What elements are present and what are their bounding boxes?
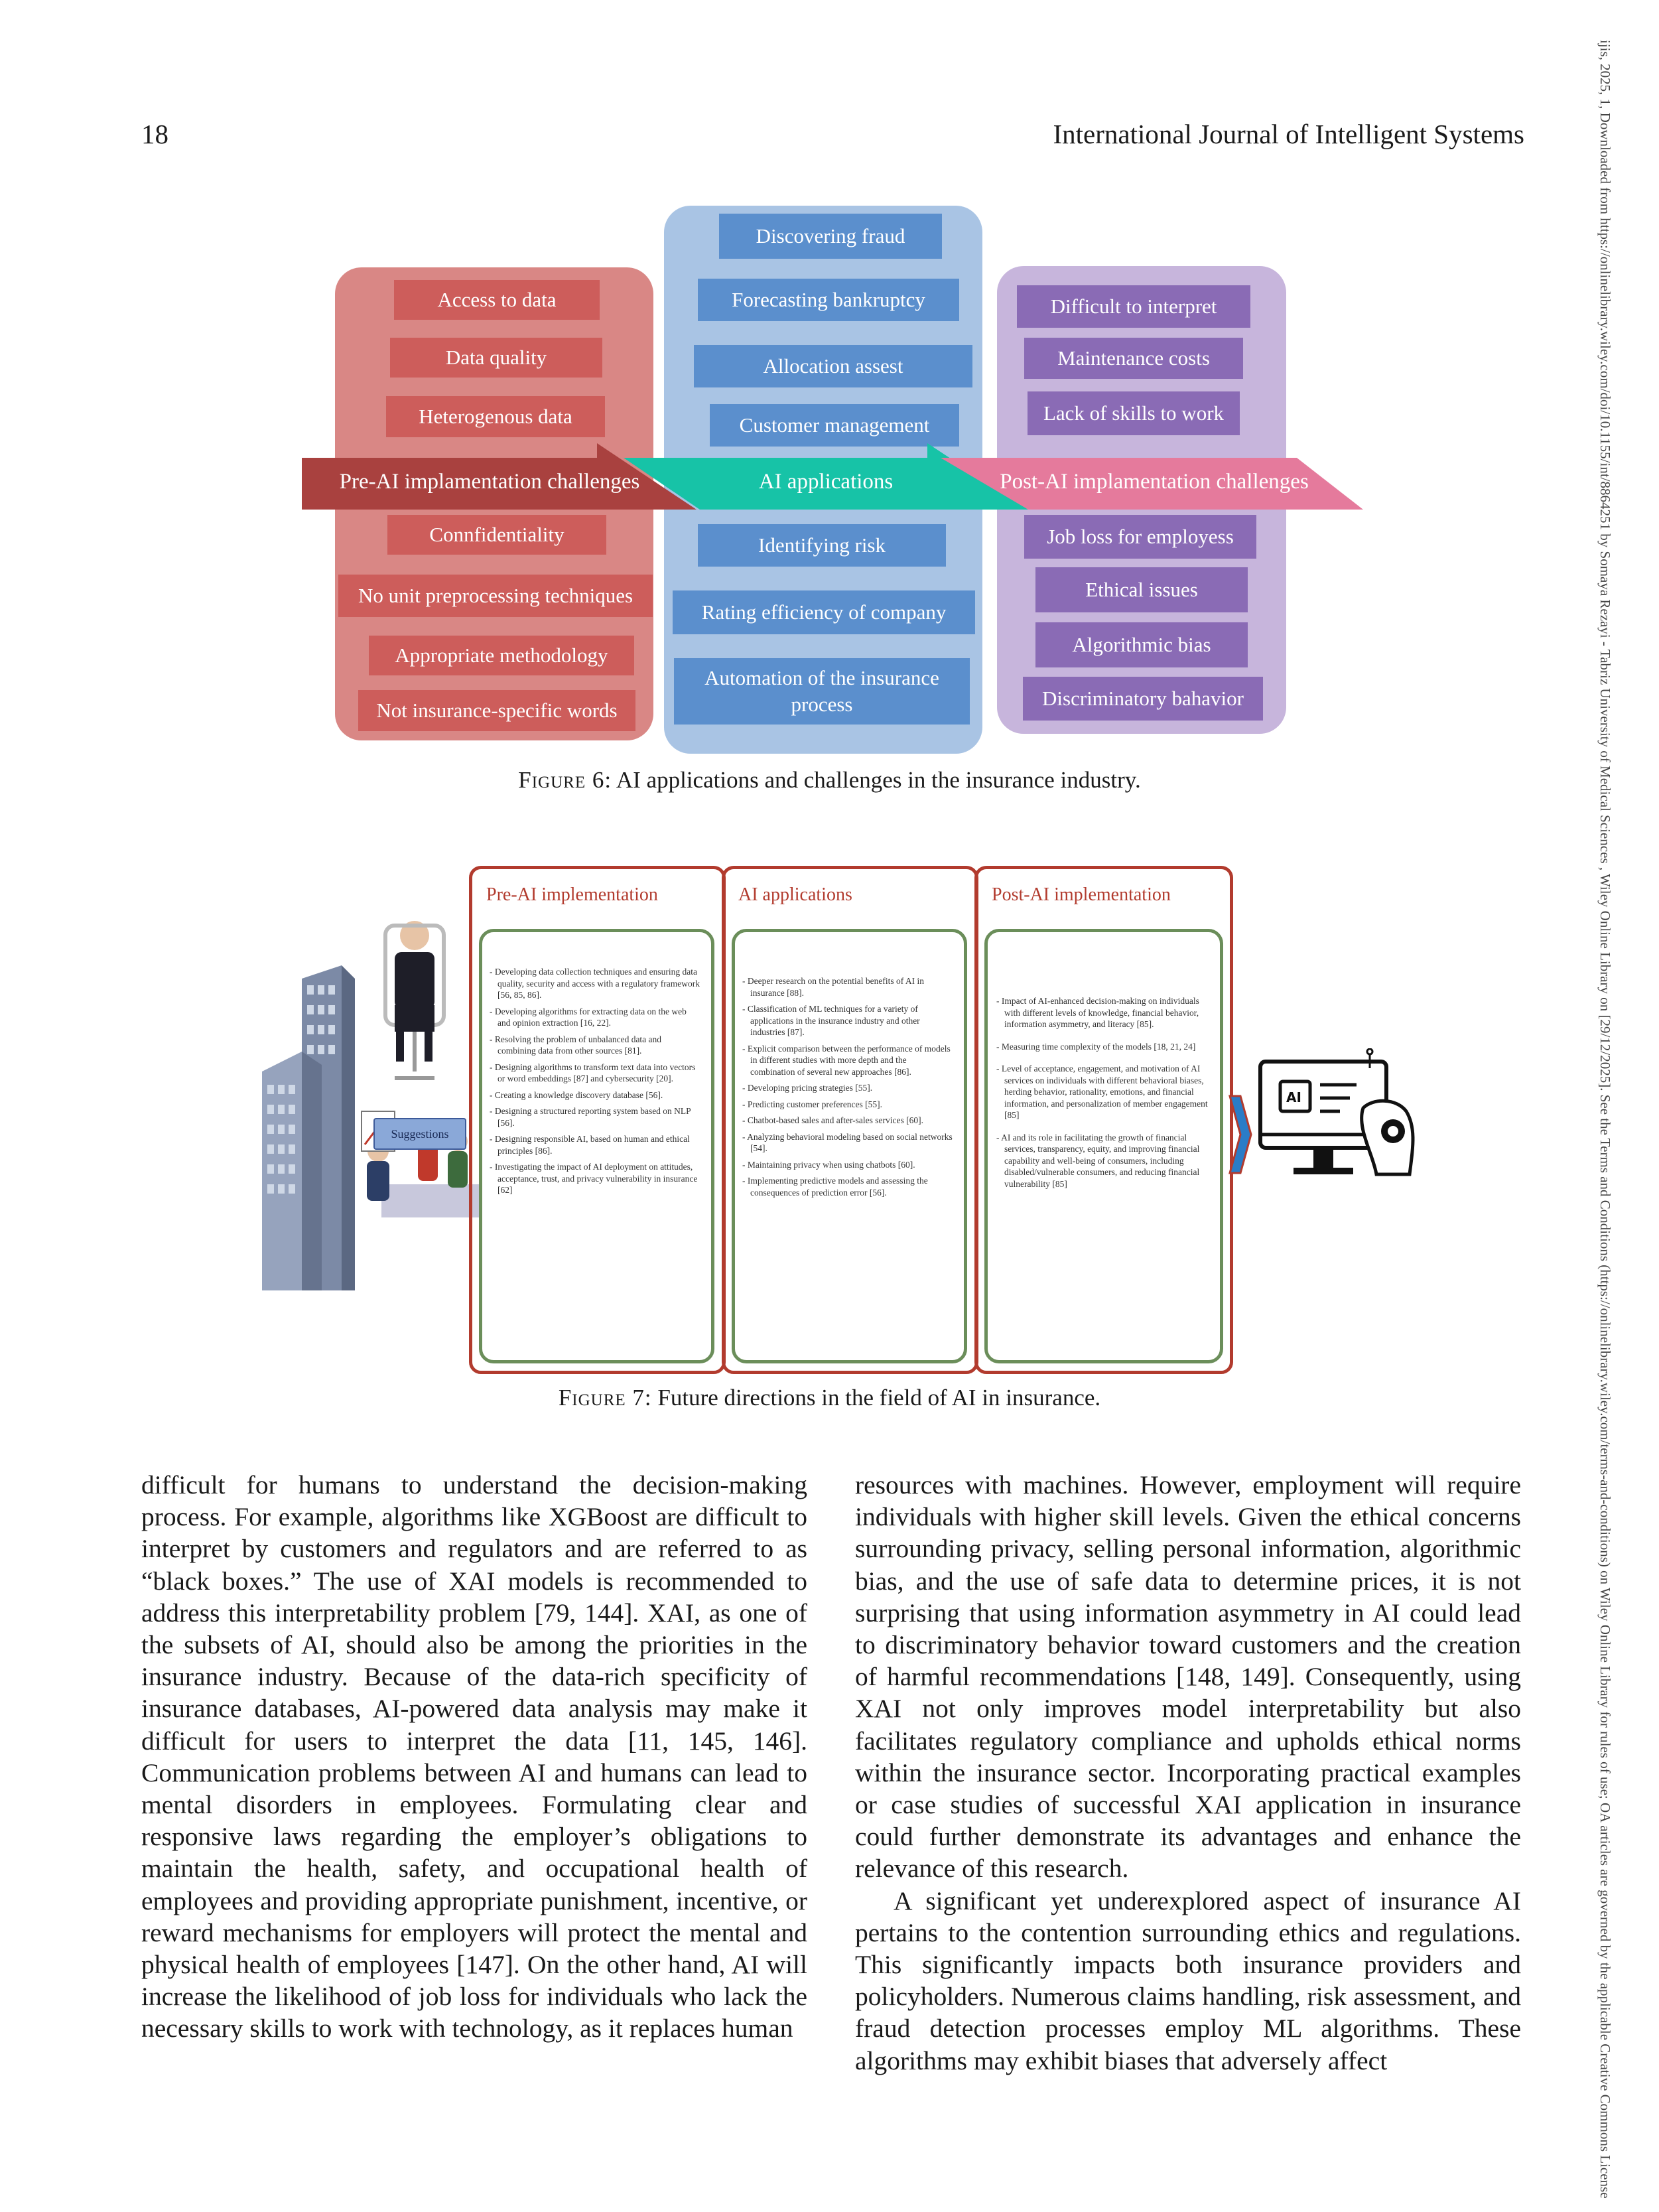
- list-item: - Predicting customer preferences [55].: [742, 1099, 883, 1109]
- page-number: 18: [141, 119, 168, 149]
- businessman-icon: [385, 921, 444, 1078]
- chevron-right-icon: [1228, 1095, 1252, 1174]
- pre-challenge-box: No unit preprocessing techniques: [338, 575, 653, 617]
- pre-challenge-box: Heterogenous data: [386, 396, 605, 437]
- post-ai-future-list: [996, 995, 1210, 1194]
- post-challenge-box: Lack of skills to work: [1028, 391, 1240, 435]
- post-ai-arrow-label: Post-AI implamentation challenges: [1000, 469, 1309, 494]
- body-left-column: [141, 1469, 807, 2045]
- pre-ai-arrow-label: Pre-AI implamentation challenges: [339, 469, 640, 494]
- post-challenge-box: Ethical issues: [1035, 567, 1248, 612]
- pre-ai-future-list: [490, 966, 700, 1201]
- list-item: - Designing algorithms to transform text data into vectors or word embeddings [87] and cybersecurity [20].: [490, 1062, 696, 1083]
- download-side-note: ijis, 2025, 1, Downloaded from https://onlinelibrary.wiley.com/doi/10.1155/int/8864251 by Somaya Rezayi - Tabriz University of Medical Sciences , Wiley Online Library on [29/12/2025]. See the Terms and Conditions (https://onlinelibrary.wiley.com/terms-and-conditions) on Wiley Online Library for rules of use; OA articles are governed by the applicable Creative Commons License: [1597, 40, 1613, 2199]
- list-item: - Deeper research on the potential benefits of AI in insurance [88].: [742, 976, 925, 998]
- pre-challenge-box: Data quality: [390, 338, 602, 378]
- figure-6-caption-text: AI applications and challenges in the insurance industry.: [612, 767, 1141, 793]
- ai-applications-future-title: AI applications: [738, 884, 852, 905]
- list-item: - Chatbot-based sales and after-sales services [60].: [742, 1115, 923, 1125]
- pre-ai-future-title: Pre-AI implementation: [486, 884, 658, 905]
- pre-challenge-box: Connfidentiality: [387, 515, 606, 555]
- list-item: - Explicit comparison between the performance of models in different studies with more depth and the combination of several new approaches [86].: [742, 1043, 951, 1077]
- business-illustration: [255, 912, 494, 1297]
- list-item: - Resolving the problem of unbalanced data and combining data from other sources [81].: [490, 1034, 662, 1056]
- ai-chip-label: AI: [1286, 1089, 1301, 1105]
- body-paragraph: A significant yet underexplored aspect of insurance AI pertains to the contention surrounding ethics and regulations. This significantly impacts both insurance providers and policyholders. Numerous claims handling, risk assessment, and fraud detection processes employ ML algorithms. These algorithms may exhibit biases that adversely affect: [855, 1886, 1521, 2075]
- pre-challenge-box: Not insurance-specific words: [358, 690, 635, 731]
- list-item: - Maintaining privacy when using chatbots [60].: [742, 1159, 915, 1170]
- ai-computer-icon: [1257, 1048, 1416, 1214]
- ai-applications-future-list: [742, 975, 953, 1203]
- ai-application-box: Forecasting bankruptcy: [698, 279, 959, 321]
- ai-applications-arrow-label: AI applications: [758, 469, 894, 494]
- body-right-column: [855, 1469, 1521, 2077]
- pre-challenge-box: Access to data: [394, 280, 600, 320]
- figure-6-caption: [0, 767, 1659, 794]
- suggestions-label: Suggestions: [373, 1118, 466, 1150]
- list-item: - Creating a knowledge discovery database [56].: [490, 1089, 663, 1100]
- post-ai-future-title: Post-AI implementation: [992, 884, 1171, 905]
- list-item: - Level of acceptance, engagement, and motivation of AI services on individuals with different behavioral biases, herding behavior, rationality, emotions, and financial information, and personalization of member engagement [85]: [996, 1064, 1208, 1120]
- post-challenge-box: Algorithmic bias: [1035, 622, 1248, 667]
- post-challenge-box: Discriminatory bahavior: [1023, 677, 1263, 721]
- list-item: - Developing algorithms for extracting data on the web and opinion extraction [16, 22].: [490, 1006, 687, 1028]
- figure-7-caption: [0, 1385, 1659, 1411]
- list-item: - Developing data collection techniques and ensuring data quality, security and access with a regulatory framework [56, 85, 86].: [490, 967, 700, 1000]
- figure-6-caption-label: Figure 6:: [518, 767, 612, 793]
- figure-7-caption-text: Future directions in the field of AI in insurance.: [651, 1385, 1101, 1411]
- list-item: - Classification of ML techniques for a variety of applications in the insurance industry and other industries [87].: [742, 1004, 920, 1037]
- post-challenge-box: Maintenance costs: [1024, 338, 1243, 379]
- post-challenge-box: Job loss for employess: [1024, 515, 1256, 559]
- body-paragraph: difficult for humans to understand the decision-making process. For example, algorithms like XGBoost are difficult to interpret by customers and regulators and are referred to as “black boxes.” The use of XAI models is recommended to address this interpretability problem [79, 144]. XAI, as one of the subsets of AI, should also be among the priorities in the insurance industry. Because of the data-rich specificity of insurance databases, AI-powered data analysis may make it difficult for users to interpret the data [11, 145, 146]. Communication problems between AI and humans can lead to mental disorders in employees. Formulating clear and responsive laws regarding the employer’s obligations to maintain the health, safety, and occupational health of employees and providing appropriate punishment, incentive, or reward mechanisms for employers will protect the mental and physical health of employees [147]. On the other hand, AI will increase the likelihood of job loss for individuals who lack the necessary skills to work with technology, as it replaces human: [141, 1470, 807, 2043]
- ai-application-box: Rating efficiency of company: [673, 590, 975, 634]
- pre-challenge-box: Appropriate methodology: [369, 636, 634, 675]
- ai-application-box: Automation of the insurance process: [674, 658, 970, 725]
- list-item: - Impact of AI-enhanced decision-making on individuals with different levels of knowledge, financial behavior, information asymmetry, and literacy [85].: [996, 996, 1199, 1029]
- ai-application-box: Allocation assest: [694, 345, 972, 387]
- body-paragraph: resources with machines. However, employment will require individuals with higher skill levels. Given the ethical concerns surrounding privacy, selling personal information, algorithmic bias, and the use of safe data to determine prices, it is not surprising that using information asymmetry in AI could lead to discriminatory behavior toward customers and the creation of harmful recommendations [148, 149]. Consequently, using XAI not only improves model interpretability but also facilitates regulatory compliance and upholds ethical norms within the insurance sector. Incorporating practical examples or case studies of successful XAI application in insurance could further demonstrate its advantages and enhance the relevance of this research.: [855, 1470, 1521, 1884]
- list-item: - Developing pricing strategies [55].: [742, 1083, 873, 1093]
- figure-7-caption-label: Figure 7:: [558, 1385, 652, 1411]
- list-item: - Designing a structured reporting system based on NLP [56].: [490, 1106, 691, 1128]
- post-challenge-box: Difficult to interpret: [1017, 285, 1250, 328]
- ai-application-box: Identifying risk: [698, 524, 946, 567]
- list-item: - Investigating the impact of AI deployment on attitudes, acceptance, trust, and privacy vulnerability in insurance [62]: [490, 1162, 698, 1195]
- journal-title: International Journal of Intelligent Systems: [1053, 119, 1524, 149]
- list-item: - Analyzing behavioral modeling based on social networks [54].: [742, 1131, 953, 1153]
- list-item: - Implementing predictive models and assessing the consequences of prediction error [56].: [742, 1176, 928, 1198]
- office-buildings-icon: [262, 965, 355, 1290]
- ai-application-box: Discovering fraud: [719, 214, 942, 259]
- list-item: - AI and its role in facilitating the growth of financial services, transparency, equity, and improving financial capability and well-being of consumers, including disabled/vulnerable consumers, and reducing financial vulnerability [85]: [996, 1132, 1200, 1189]
- list-item: - Designing responsible AI, based on human and ethical principles [86].: [490, 1134, 690, 1156]
- list-item: - Measuring time complexity of the models [18, 21, 24]: [996, 1041, 1196, 1052]
- ai-application-box: Customer management: [710, 404, 959, 447]
